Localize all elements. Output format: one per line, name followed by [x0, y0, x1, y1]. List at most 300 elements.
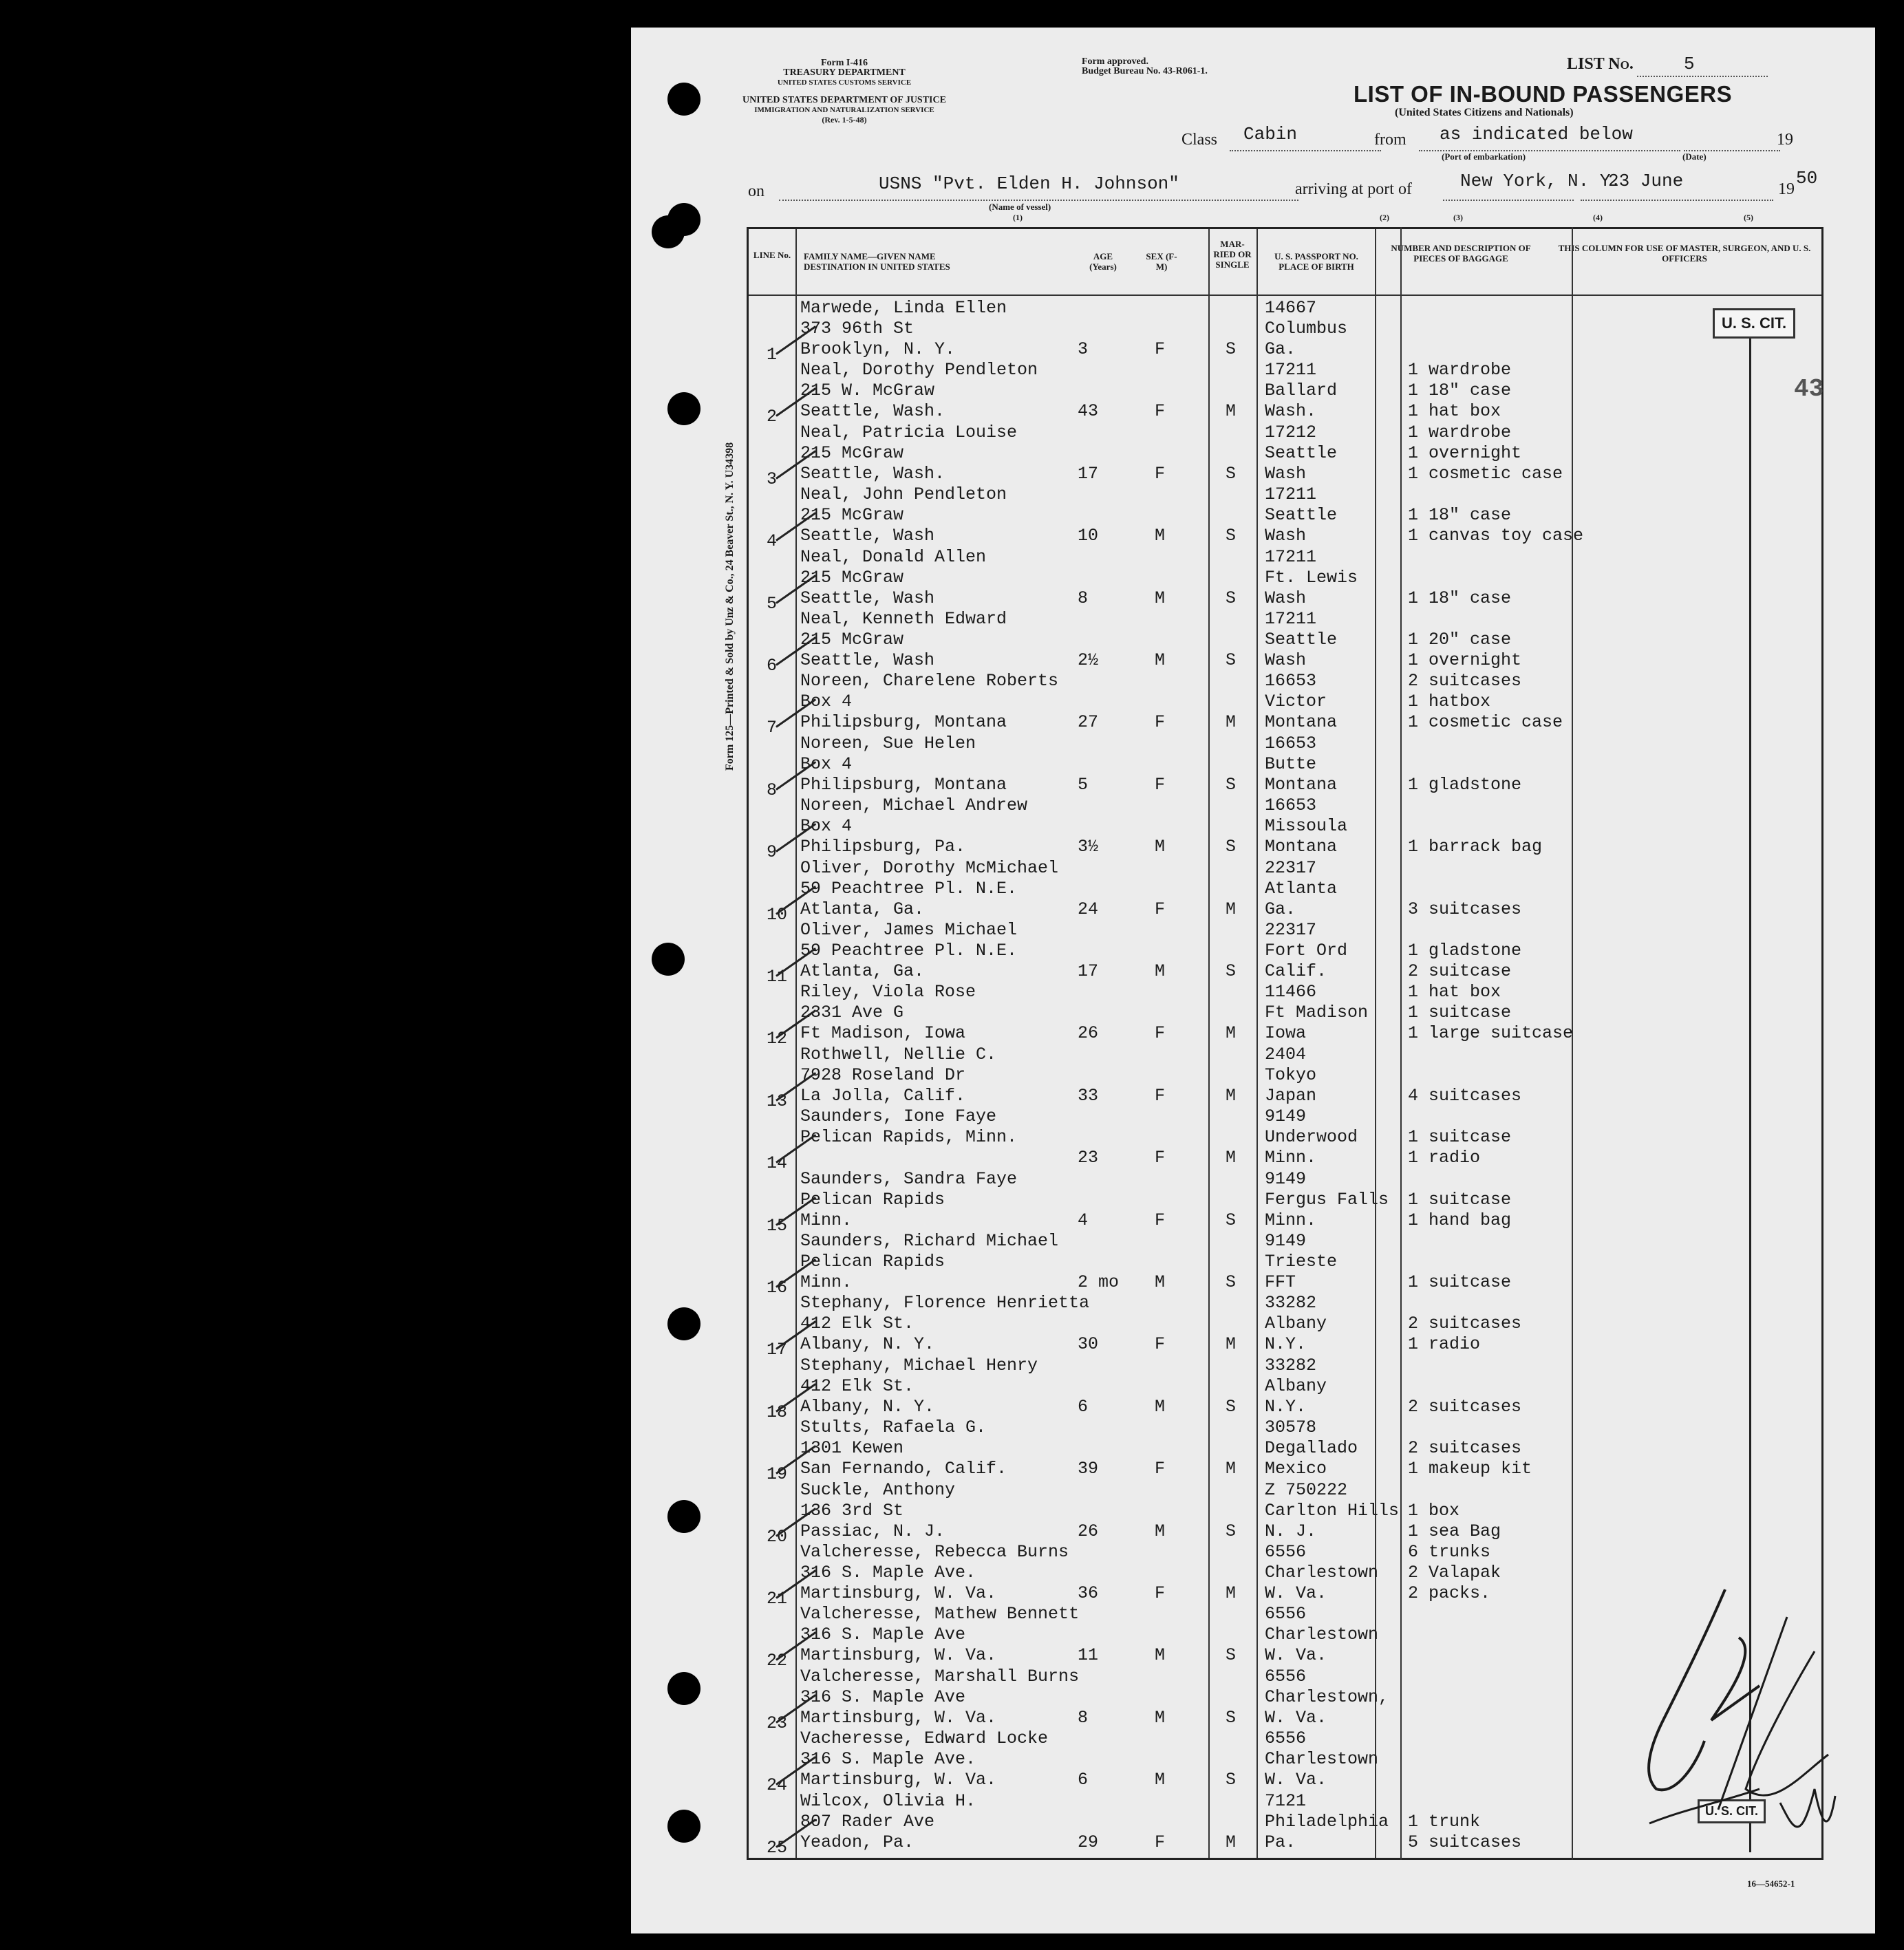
- birth-region: Minn.: [1265, 1148, 1317, 1168]
- passenger-age: 3½: [1078, 837, 1099, 857]
- passenger-city: Philipsburg, Pa.: [800, 837, 966, 857]
- list-no-label: LIST No.: [1567, 55, 1634, 73]
- class-value: Cabin: [1243, 124, 1298, 144]
- line-number: 19: [767, 1464, 788, 1485]
- passenger-name: Neal, John Pendleton: [800, 484, 1007, 505]
- passenger-city: La Jolla, Calif.: [800, 1085, 966, 1106]
- vessel-label: (Name of vessel): [989, 202, 1051, 212]
- marital-status: S: [1226, 1707, 1237, 1728]
- passenger-city: Minn.: [800, 1272, 853, 1292]
- passenger-address: 316 S. Maple Ave: [800, 1686, 966, 1707]
- baggage-line-3: 1 18" case: [1408, 588, 1512, 608]
- passenger-address: Pelican Rapids: [800, 1252, 945, 1272]
- passenger-address: 215 W. McGraw: [800, 381, 935, 401]
- marital-status: S: [1226, 588, 1237, 608]
- line-number: 23: [767, 1713, 788, 1733]
- passenger-address: 316 S. Maple Ave: [800, 1625, 966, 1645]
- ins-service: IMMIGRATION AND NATURALIZATION SERVICE: [754, 106, 934, 114]
- birth-place: Charlestown: [1265, 1563, 1379, 1583]
- baggage-line-3: 1 cosmetic case: [1408, 712, 1563, 733]
- date-label: (Date): [1682, 151, 1707, 162]
- passenger-age: 33: [1078, 1085, 1099, 1106]
- budget-bureau: Budget Bureau No. 43-R061-1.: [1082, 66, 1208, 76]
- manifest-page: [631, 28, 1875, 1933]
- baggage-line-3: 1 large suitcase: [1408, 1023, 1574, 1044]
- col-num-2: (2): [1380, 213, 1389, 222]
- from-value: as indicated below: [1440, 124, 1633, 144]
- marital-status: S: [1226, 837, 1237, 857]
- baggage-line-3: 1 gladstone: [1408, 774, 1522, 795]
- passenger-sex: M: [1155, 961, 1166, 981]
- passenger-address: Box 4: [800, 692, 853, 712]
- passenger-age: 11: [1078, 1645, 1099, 1666]
- baggage-line-3: 4 suitcases: [1408, 1085, 1522, 1106]
- line-number: 25: [767, 1837, 788, 1858]
- birth-region: N. J.: [1265, 1521, 1317, 1541]
- birth-region: Minn.: [1265, 1210, 1317, 1230]
- birth-region: Montana: [1265, 774, 1338, 795]
- arriving-label: arriving at port of: [1295, 180, 1412, 198]
- baggage-line-2: 1 suitcase: [1408, 1003, 1512, 1023]
- passenger-name: Neal, Patricia Louise: [800, 422, 1018, 442]
- baggage-line-3: 1 canvas toy case: [1408, 526, 1584, 546]
- passenger-city: Martinsburg, W. Va.: [800, 1707, 997, 1728]
- form-approved: Form approved.: [1082, 56, 1148, 67]
- passenger-sex: F: [1155, 774, 1166, 795]
- passenger-sex: F: [1155, 1148, 1166, 1168]
- passenger-sex: M: [1155, 588, 1166, 608]
- marital-status: M: [1226, 1148, 1237, 1168]
- passport-number: 17211: [1265, 546, 1317, 567]
- baggage-line-1: 2 suitcases: [1408, 671, 1522, 692]
- birth-place: Albany: [1265, 1314, 1327, 1334]
- us-citizen-stamp-top: U. S. CIT.: [1713, 308, 1795, 339]
- marital-status: M: [1226, 899, 1237, 919]
- line-number: 21: [767, 1589, 788, 1609]
- baggage-line-2: 2 Valapak: [1408, 1563, 1501, 1583]
- page-count: 43: [1794, 375, 1824, 403]
- line-number: 5: [767, 593, 778, 614]
- birth-place: Philadelphia: [1265, 1811, 1389, 1832]
- passenger-name: Neal, Dorothy Pendleton: [800, 360, 1038, 381]
- passenger-age: 4: [1078, 1210, 1089, 1230]
- passport-number: 2404: [1265, 1044, 1307, 1064]
- passenger-age: 30: [1078, 1334, 1099, 1355]
- binder-hole: [667, 1810, 700, 1843]
- marital-status: S: [1226, 1770, 1237, 1790]
- class-line: [1230, 150, 1381, 151]
- passenger-address: 59 Peachtree Pl. N.E.: [800, 878, 1018, 899]
- baggage-line-3: 2 suitcases: [1408, 1396, 1522, 1417]
- vessel-line: [779, 200, 1298, 201]
- birth-place: Seattle: [1265, 442, 1338, 463]
- baggage-line-2: 1 20" case: [1408, 630, 1512, 650]
- birth-place: Albany: [1265, 1375, 1327, 1396]
- baggage-line-2: 1 suitcase: [1408, 1189, 1512, 1210]
- passenger-address: 316 S. Maple Ave.: [800, 1563, 976, 1583]
- passenger-city: Albany, N. Y.: [800, 1396, 935, 1417]
- birth-region: W. Va.: [1265, 1645, 1327, 1666]
- binder-hole: [667, 1307, 700, 1340]
- passport-number: Z 750222: [1265, 1479, 1348, 1500]
- col-header-baggage: NUMBER AND DESCRIPTION OF PIECES OF BAGGAGE: [1391, 243, 1531, 264]
- birth-region: W. Va.: [1265, 1707, 1327, 1728]
- passenger-name: Oliver, James Michael: [800, 920, 1018, 940]
- passenger-age: 10: [1078, 526, 1099, 546]
- baggage-line-3: 1 cosmetic case: [1408, 463, 1563, 484]
- passenger-address: Box 4: [800, 816, 853, 837]
- passenger-age: 29: [1078, 1832, 1099, 1852]
- passenger-city: Martinsburg, W. Va.: [800, 1770, 997, 1790]
- passenger-name: Valcheresse, Marshall Burns: [800, 1666, 1080, 1686]
- marital-status: M: [1226, 401, 1237, 422]
- passport-number: 17211: [1265, 360, 1317, 381]
- us-citizen-stamp-bottom: U. S. CIT.: [1698, 1799, 1766, 1823]
- marital-status: S: [1226, 1521, 1237, 1541]
- birth-region: Wash: [1265, 463, 1307, 484]
- birth-place: Charlestown: [1265, 1625, 1379, 1645]
- passport-number: 9149: [1265, 1231, 1307, 1251]
- marital-status: M: [1226, 1334, 1237, 1355]
- col-header-age: AGE (Years): [1089, 251, 1117, 272]
- passport-number: 33282: [1265, 1355, 1317, 1375]
- arrival-date: 23 June: [1608, 171, 1684, 191]
- passenger-name: Stephany, Michael Henry: [800, 1355, 1038, 1375]
- port-embarkation-label: (Port of embarkation): [1442, 151, 1526, 162]
- birth-place: Seattle: [1265, 505, 1338, 526]
- line-number: 6: [767, 656, 778, 676]
- footer-code: 16—54652-1: [1747, 1878, 1795, 1889]
- birth-region: W. Va.: [1265, 1770, 1327, 1790]
- arrival-port-line: [1443, 200, 1574, 201]
- baggage-line-1: 1 hat box: [1408, 982, 1501, 1003]
- page-subtitle: (United States Citizens and Nationals): [1395, 107, 1574, 118]
- passport-number: 16653: [1265, 795, 1317, 816]
- line-number: 7: [767, 718, 778, 738]
- passenger-sex: M: [1155, 650, 1166, 670]
- marital-status: S: [1226, 526, 1237, 546]
- passenger-sex: M: [1155, 1770, 1166, 1790]
- line-number: 13: [767, 1091, 788, 1111]
- vessel-name: USNS "Pvt. Elden H. Johnson": [879, 173, 1179, 194]
- col-num-3: (3): [1453, 213, 1463, 222]
- passenger-name: Noreen, Sue Helen: [800, 733, 976, 753]
- passenger-city: Seattle, Wash: [800, 588, 935, 608]
- marital-status: S: [1226, 1210, 1237, 1230]
- passenger-sex: F: [1155, 463, 1166, 484]
- baggage-line-2: 1 18" case: [1408, 381, 1512, 401]
- baggage-line-1: 6 trunks: [1408, 1542, 1491, 1562]
- birth-region: Wash: [1265, 588, 1307, 608]
- marital-status: M: [1226, 1459, 1237, 1479]
- birth-region: Wash.: [1265, 401, 1317, 422]
- birth-place: Fergus Falls: [1265, 1189, 1389, 1210]
- year1-prefix: 19: [1777, 131, 1793, 149]
- passport-number: 16653: [1265, 671, 1317, 692]
- passenger-sex: M: [1155, 1521, 1166, 1541]
- passport-number: 30578: [1265, 1417, 1317, 1438]
- birth-place: Degallado: [1265, 1438, 1358, 1459]
- passenger-name: Riley, Viola Rose: [800, 982, 976, 1003]
- binder-hole: [652, 215, 685, 248]
- baggage-line-3: 1 barrack bag: [1408, 837, 1543, 857]
- passenger-sex: F: [1155, 1023, 1166, 1044]
- passenger-name: Neal, Kenneth Edward: [800, 609, 1007, 629]
- revision: (Rev. 1-5-48): [822, 115, 867, 125]
- passenger-address: 373 96th St: [800, 319, 914, 339]
- birth-place: Ft. Lewis: [1265, 567, 1358, 588]
- birth-place: Charlestown: [1265, 1749, 1379, 1770]
- birth-place: Tokyo: [1265, 1064, 1317, 1085]
- birth-place: Carlton Hills: [1265, 1500, 1400, 1521]
- passenger-name: Rothwell, Nellie C.: [800, 1044, 997, 1064]
- passenger-address: 215 McGraw: [800, 630, 904, 650]
- birth-region: Iowa: [1265, 1023, 1307, 1044]
- baggage-line-3: 1 radio: [1408, 1148, 1481, 1168]
- passenger-city: Brooklyn, N. Y.: [800, 339, 956, 359]
- line-number: 24: [767, 1775, 788, 1796]
- passenger-age: 36: [1078, 1583, 1099, 1603]
- passenger-sex: F: [1155, 1583, 1166, 1603]
- passenger-age: 2 mo: [1078, 1272, 1120, 1292]
- passenger-age: 39: [1078, 1459, 1099, 1479]
- marital-status: M: [1226, 1085, 1237, 1106]
- baggage-line-3: 1 radio: [1408, 1334, 1481, 1355]
- passenger-sex: F: [1155, 1459, 1166, 1479]
- baggage-line-2: 1 trunk: [1408, 1811, 1481, 1832]
- divider-baggage: [1400, 227, 1402, 1860]
- birth-place: Ft Madison: [1265, 1003, 1369, 1023]
- passenger-name: Saunders, Ione Faye: [800, 1106, 997, 1127]
- baggage-line-2: 1 hatbox: [1408, 692, 1491, 712]
- line-number: 20: [767, 1526, 788, 1547]
- passenger-name: Wilcox, Olivia H.: [800, 1790, 976, 1811]
- arrival-date-line: [1581, 200, 1773, 201]
- passenger-city: Yeadon, Pa.: [800, 1832, 914, 1852]
- line-number: 10: [767, 904, 788, 925]
- binder-hole: [667, 1500, 700, 1533]
- passport-number: 33282: [1265, 1293, 1317, 1314]
- baggage-line-3: 1 overnight: [1408, 650, 1522, 670]
- passenger-sex: M: [1155, 1272, 1166, 1292]
- marital-status: M: [1226, 1832, 1237, 1852]
- passenger-age: 26: [1078, 1023, 1099, 1044]
- line-number: 15: [767, 1215, 788, 1236]
- passport-number: 6556: [1265, 1604, 1307, 1625]
- passenger-city: Martinsburg, W. Va.: [800, 1583, 997, 1603]
- marital-status: M: [1226, 1023, 1237, 1044]
- binder-hole: [667, 392, 700, 425]
- passport-number: 6556: [1265, 1728, 1307, 1749]
- passenger-city: Philipsburg, Montana: [800, 774, 1007, 795]
- birth-region: Japan: [1265, 1085, 1317, 1106]
- baggage-line-3: 5 suitcases: [1408, 1832, 1522, 1852]
- passenger-address: 316 S. Maple Ave.: [800, 1749, 976, 1770]
- passport-number: 17211: [1265, 484, 1317, 505]
- passport-number: 17212: [1265, 422, 1317, 442]
- passenger-age: 26: [1078, 1521, 1099, 1541]
- marital-status: M: [1226, 1583, 1237, 1603]
- passenger-name: Stephany, Florence Henrietta: [800, 1293, 1090, 1314]
- birth-region: Pa.: [1265, 1832, 1296, 1852]
- passenger-age: 17: [1078, 961, 1099, 981]
- baggage-line-2: 2 suitcases: [1408, 1438, 1522, 1459]
- year2-suffix: 50: [1796, 168, 1818, 189]
- line-number: 4: [767, 531, 778, 552]
- birth-place: Columbus: [1265, 319, 1348, 339]
- passenger-age: 17: [1078, 463, 1099, 484]
- passenger-city: Atlanta, Ga.: [800, 961, 925, 981]
- passenger-city: Ft Madison, Iowa: [800, 1023, 966, 1044]
- birth-place: Atlanta: [1265, 878, 1338, 899]
- birth-region: Mexico: [1265, 1459, 1327, 1479]
- passenger-name: Valcheresse, Rebecca Burns: [800, 1542, 1069, 1562]
- baggage-line-2: 1 gladstone: [1408, 941, 1522, 961]
- col-header-married: MAR-RIED OR SINGLE: [1213, 239, 1252, 270]
- treasury-dept: TREASURY DEPARTMENT: [783, 67, 906, 78]
- line-number: 3: [767, 469, 778, 489]
- col-header-sex: SEX (F-M): [1146, 251, 1177, 272]
- passport-number: 17211: [1265, 609, 1317, 629]
- passenger-name: Noreen, Michael Andrew: [800, 795, 1028, 816]
- passenger-sex: M: [1155, 1645, 1166, 1666]
- passenger-name: Stults, Rafaela G.: [800, 1417, 987, 1438]
- line-number: 2: [767, 407, 778, 427]
- birth-place: Trieste: [1265, 1252, 1338, 1272]
- baggage-line-2: 1 box: [1408, 1500, 1460, 1521]
- birth-place: Missoula: [1265, 816, 1348, 837]
- marital-status: S: [1226, 1272, 1237, 1292]
- passenger-age: 5: [1078, 774, 1089, 795]
- col-header-officers: THIS COLUMN FOR USE OF MASTER, SURGEON, AND U. S. OFFICERS: [1558, 243, 1811, 264]
- passenger-city: Seattle, Wash.: [800, 463, 945, 484]
- baggage-line-3: 2 packs.: [1408, 1583, 1491, 1603]
- birth-place: Underwood: [1265, 1127, 1358, 1148]
- birth-region: Ga.: [1265, 339, 1296, 359]
- baggage-line-3: 1 suitcase: [1408, 1272, 1512, 1292]
- passenger-address: 807 Rader Ave: [800, 1811, 935, 1832]
- passenger-sex: F: [1155, 1334, 1166, 1355]
- passport-number: 14667: [1265, 298, 1317, 318]
- passenger-address: 2331 Ave G: [800, 1003, 904, 1023]
- passenger-name: Neal, Donald Allen: [800, 546, 987, 567]
- passenger-sex: F: [1155, 1832, 1166, 1852]
- passenger-age: 27: [1078, 712, 1099, 733]
- baggage-line-2: 1 18" case: [1408, 505, 1512, 526]
- passenger-name: Saunders, Sandra Faye: [800, 1168, 1018, 1189]
- passenger-city: Albany, N. Y.: [800, 1334, 935, 1355]
- binder-hole: [667, 83, 700, 116]
- passport-number: 22317: [1265, 857, 1317, 878]
- baggage-line-1: 1 wardrobe: [1408, 360, 1512, 381]
- marital-status: S: [1226, 339, 1237, 359]
- passenger-name: Valcheresse, Mathew Bennett: [800, 1604, 1080, 1625]
- passenger-name: Vacheresse, Edward Locke: [800, 1728, 1049, 1749]
- passenger-address: 59 Peachtree Pl. N.E.: [800, 941, 1018, 961]
- birth-region: Montana: [1265, 837, 1338, 857]
- line-number: 14: [767, 1153, 788, 1174]
- marital-status: S: [1226, 1645, 1237, 1666]
- baggage-line-1: 1 wardrobe: [1408, 422, 1512, 442]
- passenger-address: 215 McGraw: [800, 505, 904, 526]
- passport-number: 9149: [1265, 1168, 1307, 1189]
- passenger-age: 8: [1078, 1707, 1089, 1728]
- passenger-city: Martinsburg, W. Va.: [800, 1645, 997, 1666]
- baggage-line-3: 1 sea Bag: [1408, 1521, 1501, 1541]
- passenger-name: Suckle, Anthony: [800, 1479, 956, 1500]
- passenger-sex: M: [1155, 1707, 1166, 1728]
- passenger-sex: M: [1155, 1396, 1166, 1417]
- passenger-name: Noreen, Charelene Roberts: [800, 671, 1059, 692]
- passenger-name: Marwede, Linda Ellen: [800, 298, 1007, 318]
- passenger-age: 24: [1078, 899, 1099, 919]
- line-number: 17: [767, 1340, 788, 1360]
- binder-hole: [667, 1672, 700, 1705]
- passenger-address: Pelican Rapids: [800, 1189, 945, 1210]
- birth-region: N.Y.: [1265, 1334, 1307, 1355]
- passenger-age: 2½: [1078, 650, 1099, 670]
- passenger-sex: F: [1155, 899, 1166, 919]
- binder-hole: [652, 943, 685, 976]
- baggage-line-3: 1 hat box: [1408, 401, 1501, 422]
- birth-place: Ballard: [1265, 381, 1338, 401]
- marital-status: S: [1226, 774, 1237, 795]
- line-number: 18: [767, 1402, 788, 1422]
- passenger-address: 215 McGraw: [800, 567, 904, 588]
- marital-status: S: [1226, 650, 1237, 670]
- baggage-line-3: 1 makeup kit: [1408, 1459, 1532, 1479]
- birth-place: Butte: [1265, 753, 1317, 774]
- class-label: Class: [1181, 131, 1218, 149]
- passenger-sex: F: [1155, 1085, 1166, 1106]
- passenger-age: 8: [1078, 588, 1089, 608]
- col-num-5: (5): [1744, 213, 1753, 222]
- marital-status: M: [1226, 712, 1237, 733]
- col-num-1: (1): [1013, 213, 1023, 222]
- birth-region: W. Va.: [1265, 1583, 1327, 1603]
- arrival-port: New York, N. Y.: [1460, 171, 1622, 191]
- birth-region: Ga.: [1265, 899, 1296, 919]
- passenger-city: San Fernando, Calif.: [800, 1459, 1007, 1479]
- line-number: 9: [767, 842, 778, 863]
- marital-status: S: [1226, 1396, 1237, 1417]
- passenger-age: 3: [1078, 339, 1089, 359]
- birth-region: FFT: [1265, 1272, 1296, 1292]
- passenger-sex: F: [1155, 1210, 1166, 1230]
- passenger-age: 23: [1078, 1148, 1099, 1168]
- passenger-address: 412 Elk St.: [800, 1375, 914, 1396]
- passenger-name: Saunders, Richard Michael: [800, 1231, 1059, 1251]
- passenger-address: Box 4: [800, 753, 853, 774]
- birth-place: Charlestown,: [1265, 1686, 1389, 1707]
- passport-number: 7121: [1265, 1790, 1307, 1811]
- page-title: LIST OF IN-BOUND PASSENGERS: [1354, 81, 1733, 107]
- list-no-value: 5: [1684, 54, 1695, 74]
- baggage-line-3: 3 suitcases: [1408, 899, 1522, 919]
- inspector-signature: [1622, 1583, 1870, 1858]
- passenger-city: Atlanta, Ga.: [800, 899, 925, 919]
- line-number: 8: [767, 780, 778, 800]
- passenger-age: 43: [1078, 401, 1099, 422]
- passenger-age: 6: [1078, 1770, 1089, 1790]
- birth-place: Seattle: [1265, 630, 1338, 650]
- justice-dept: UNITED STATES DEPARTMENT OF JUSTICE: [742, 95, 946, 105]
- passenger-sex: M: [1155, 526, 1166, 546]
- birth-region: Wash: [1265, 526, 1307, 546]
- baggage-line-2: 1 overnight: [1408, 442, 1522, 463]
- printer-imprint: Form 125—Printed & Sold by Unz & Co., 24 Beaver St., N. Y. U34398: [724, 442, 736, 771]
- passenger-city: Philipsburg, Montana: [800, 712, 1007, 733]
